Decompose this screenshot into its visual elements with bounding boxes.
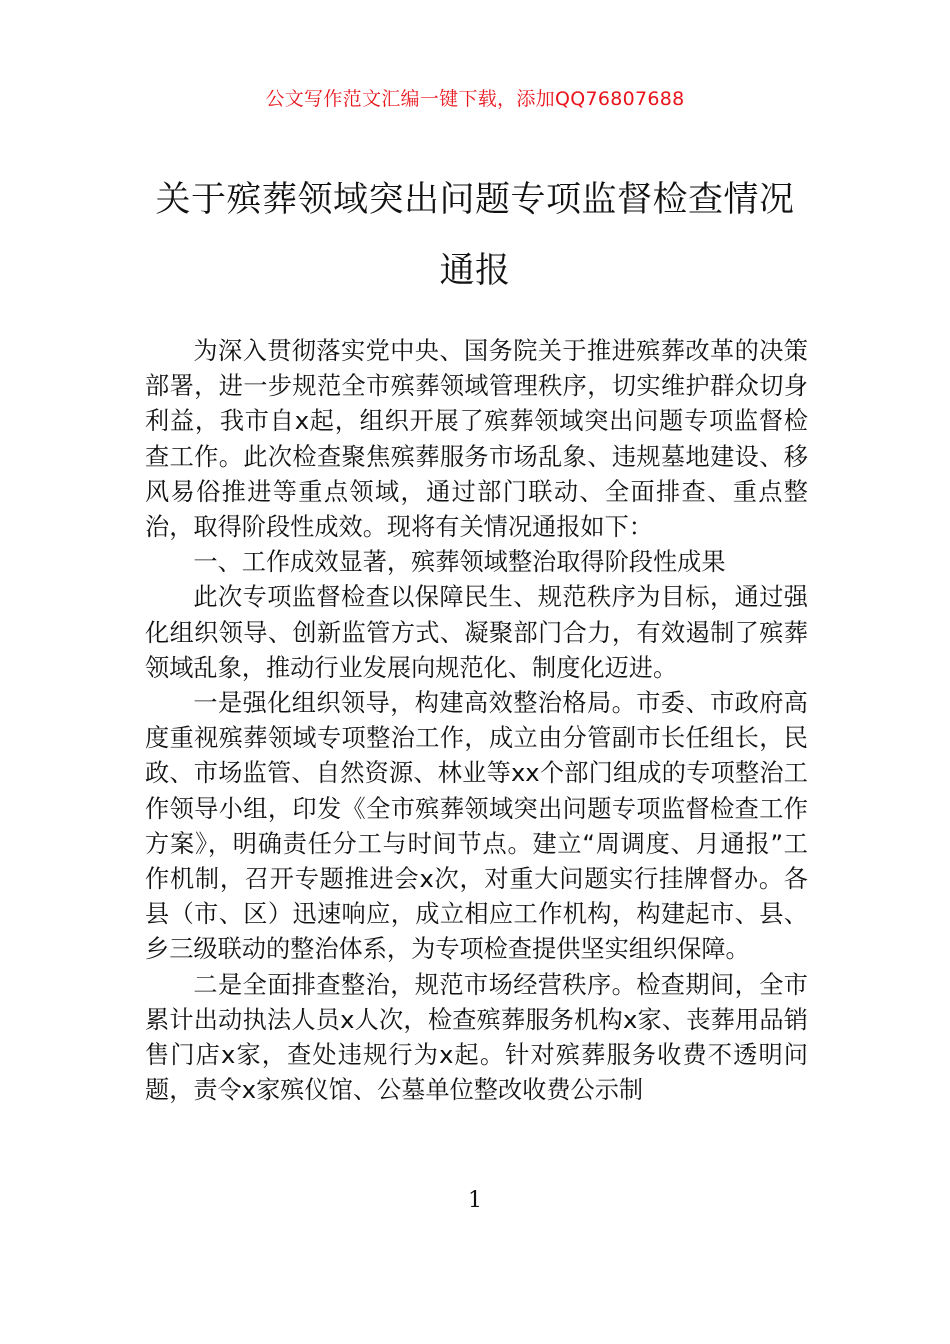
paragraph-point-2: 二是全面排查整治，规范市场经营秩序。检查期间，全市累计出动执法人员x人次，检查殡葬服务机构x家、丧葬用品销售门店x家，查处违规行为x起。针对殡葬服务收费不透明问题，责令x家殡仪馆、公墓单位整改收费公示制 [145, 970, 808, 1105]
document-title-line-1: 关于殡葬领域突出问题专项监督检查情况 [155, 180, 795, 220]
paragraph-point-1: 一是强化组织领导，构建高效整治格局。市委、市政府高度重视殡葬领域专项整治工作，成立由分管副市长任组长，民政、市场监管、自然资源、林业等xx个部门组成的专项整治工作领导小组，印发《全市殡葬领域突出问题专项监督检查工作方案》，明确责任分工与时间节点。建立“周调度、月通报”工作机制，召开专题推进会x次，对重大问题实行挂牌督办。各县（市、区）迅速响应，成立相应工作机构，构建起市、县、乡三级联动的整治体系，为专项检查提供坚实组织保障。 [145, 689, 808, 964]
document-title-line-2: 通报 [439, 251, 511, 291]
document-body [145, 334, 808, 1108]
paragraph-summary: 此次专项监督检查以保障民生、规范秩序为目标，通过强化组织领导、创新监管方式、凝聚部门合力，有效遏制了殡葬领域乱象，推动行业发展向规范化、制度化迈进。 [145, 583, 808, 682]
section-heading-1: 一、工作成效显著，殡葬领域整治取得阶段性成果 [193, 548, 726, 577]
paragraph-intro: 为深入贯彻落实党中央、国务院关于推进殡葬改革的决策部署，进一步规范全市殡葬领域管理秩序，切实维护群众切身利益，我市自x起，组织开展了殡葬领域突出问题专项监督检查工作。此次检查聚焦殡葬服务市场乱象、违规墓地建设、移风易俗推进等重点领域，通过部门联动、全面排查、重点整治，取得阶段性成效。现将有关情况通报如下： [145, 337, 808, 542]
download-link[interactable]: 公文写作范文汇编一键下载，添加QQ76807688 [265, 88, 685, 110]
page-number: 1 [468, 1188, 482, 1213]
